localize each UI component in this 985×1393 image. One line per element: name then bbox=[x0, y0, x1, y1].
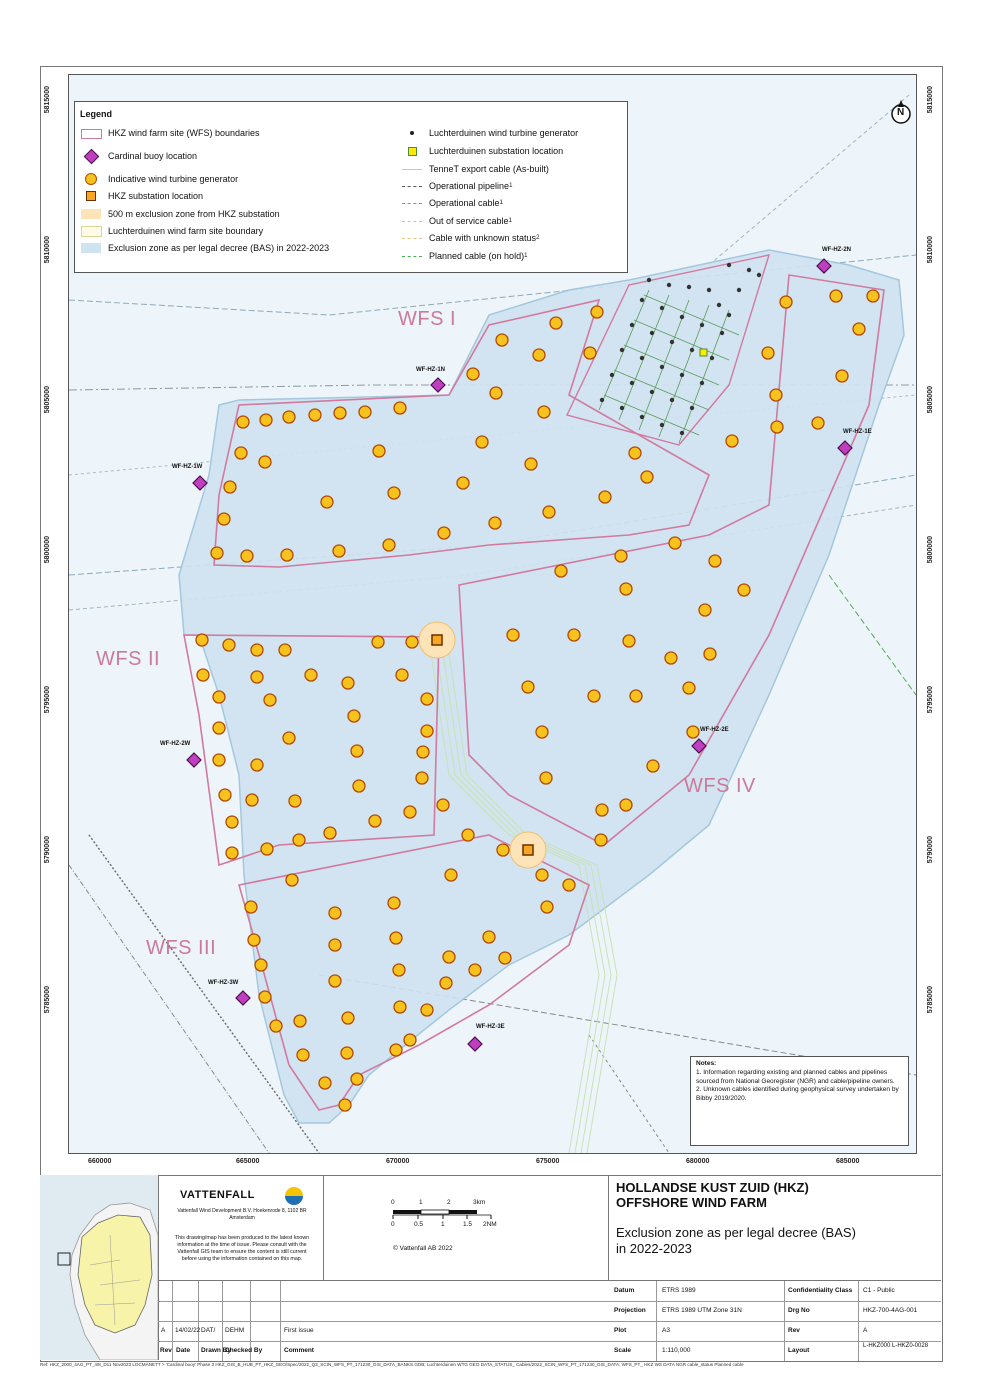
notes-line: 1. Information regarding existing and planned cables and pipelines sourced from National Georegister (NGR) and cable/pipeline owners. bbox=[696, 1068, 895, 1085]
brand-disclaimer: This drawing/map has been produced to the latest known information at the time of issue. Please consult with the Vattenfall GIS team to ensure the content is still current before using the information contained on this map. bbox=[174, 1235, 310, 1262]
bottom-tick: 685000 bbox=[836, 1158, 860, 1165]
meta-label: Rev bbox=[788, 1327, 800, 1334]
left-tick: 5795000 bbox=[44, 686, 51, 714]
meta-value: C1 - Public bbox=[863, 1287, 895, 1294]
bottom-tick: 680000 bbox=[686, 1158, 710, 1165]
right-tick: 5805000 bbox=[927, 386, 934, 414]
project-title-line2: OFFSHORE WIND FARM bbox=[616, 1194, 767, 1210]
scale-nm-tick: 0 bbox=[391, 1221, 395, 1228]
legend-item: Exclusion zone as per legal decree (BAS) in 2022-2023 bbox=[80, 241, 329, 255]
revision-cell: DAT/ bbox=[201, 1327, 216, 1334]
scale-bar-panel bbox=[323, 1175, 609, 1280]
meta-label: Drg No bbox=[788, 1307, 810, 1314]
north-arrow-icon bbox=[889, 98, 913, 128]
site-label-wfs-i: WFS I bbox=[398, 308, 457, 330]
left-tick: 5805000 bbox=[44, 386, 51, 414]
buoy-label: WF-HZ-3E bbox=[476, 1024, 505, 1030]
meta-value: HKZ-700-4AG-001 bbox=[863, 1307, 918, 1314]
legend-item: 500 m exclusion zone from HKZ substation bbox=[80, 207, 280, 221]
revision-cell: A bbox=[161, 1327, 166, 1334]
legend-item: Luchterduinen wind farm site boundary bbox=[80, 224, 263, 238]
location-inset-map bbox=[40, 1175, 159, 1360]
legend-item: Cable with unknown status 2 bbox=[401, 231, 539, 245]
right-tick: 5790000 bbox=[927, 836, 934, 864]
meta-value: A bbox=[863, 1327, 868, 1334]
right-tick: 5785000 bbox=[927, 986, 934, 1014]
revision-cell: First issue bbox=[284, 1327, 314, 1334]
revision-cell: 14/02/22 bbox=[175, 1327, 201, 1334]
scale-km-tick: 1 bbox=[419, 1199, 423, 1206]
left-tick: 5785000 bbox=[44, 986, 51, 1014]
site-label-wfs-ii: WFS II bbox=[96, 648, 161, 670]
revision-header: Date bbox=[176, 1347, 191, 1354]
bottom-tick: 665000 bbox=[236, 1158, 260, 1165]
legend-item: Operational pipeline 1 bbox=[401, 179, 512, 193]
meta-label: Layout bbox=[788, 1347, 810, 1354]
buoy-label: WF-HZ-2N bbox=[822, 247, 851, 253]
cable-line bbox=[709, 95, 909, 265]
brand-address: Vattenfall Wind Development B.V. Hoekenrode 8, 1102 BR Amsterdam bbox=[177, 1208, 307, 1221]
brand-name: VATTENFALL bbox=[180, 1189, 255, 1201]
export-cable-line-icon bbox=[401, 163, 423, 175]
meta-label: Confidentiality Class bbox=[788, 1287, 853, 1294]
legend-item: Planned cable (on hold) 1 bbox=[401, 249, 527, 263]
scale-km-tick: 2 bbox=[447, 1199, 451, 1206]
legend-title: Legend bbox=[80, 109, 113, 119]
left-tick: 5800000 bbox=[44, 536, 51, 564]
project-subtitle-line1: Exclusion zone as per legal decree (BAS) bbox=[616, 1225, 856, 1240]
meta-value: A3 bbox=[662, 1327, 670, 1334]
buoy-label: WF-HZ-2E bbox=[700, 727, 729, 733]
legend-item: HKZ wind farm site (WFS) boundaries bbox=[80, 126, 260, 140]
north-label: N bbox=[897, 107, 905, 118]
site-label-wfs-iii: WFS III bbox=[146, 937, 217, 959]
scale-nm-tick: 0.5 bbox=[414, 1221, 424, 1228]
meta-value: 1:110,000 bbox=[662, 1347, 691, 1354]
planned-cable-line bbox=[829, 575, 916, 695]
turbine-circle-icon bbox=[80, 173, 102, 185]
reference-footer: Ref: HKZ_2000_4AG_PT_49I_D11 Nov2023 LOCMANETT > 'Cardinal buoy' Phase 3 HKZ_GIS_B_HUB_PT_HKZ_GEO/Spec/2022_Q3_SCIN_WFS_PT_171230_GIS_DATA_BANKS.GDB; Luchterduinen WTG GEO DATA_STATUS_ Cables/2022_SCIN_WFS_PT_171230_GIS_DATA; WFS_PT_ HKZ WS DATA NGR cable_status Planned cable bbox=[40, 1362, 744, 1367]
hkz-substation bbox=[432, 635, 442, 645]
right-tick: 5795000 bbox=[927, 686, 934, 714]
scale-nm-tick: 2NM bbox=[483, 1221, 497, 1228]
buoy-label: WF-HZ-1W bbox=[172, 464, 203, 470]
legend-item: HKZ substation location bbox=[80, 189, 203, 203]
scale-km-tick: 0 bbox=[391, 1199, 395, 1206]
meta-value: L-HKZ000 L-HKZ0-0028 bbox=[863, 1343, 929, 1349]
metadata-table bbox=[608, 1280, 941, 1361]
meta-label: Datum bbox=[614, 1287, 635, 1294]
brand-panel bbox=[158, 1175, 324, 1280]
buoy-label: WF-HZ-1E bbox=[843, 429, 872, 435]
meta-value: ETRS 1989 bbox=[662, 1287, 696, 1294]
revision-header: Rev bbox=[160, 1347, 172, 1354]
legend-item: Cardinal buoy location bbox=[80, 149, 197, 163]
luchterduinen-substation bbox=[700, 349, 707, 356]
vattenfall-logo-icon bbox=[285, 1187, 303, 1205]
copyright: © Vattenfall AB 2022 bbox=[393, 1245, 453, 1252]
operational-cable-line-icon bbox=[401, 197, 423, 209]
meta-label: Plot bbox=[614, 1327, 627, 1334]
luchterduinen-boundary-swatch-icon bbox=[80, 225, 102, 237]
revision-cell: DEHM bbox=[225, 1327, 245, 1334]
substation-exclusion-swatch-icon bbox=[80, 208, 102, 220]
out-of-service-cable-line-icon bbox=[401, 215, 423, 227]
meta-label: Scale bbox=[614, 1347, 631, 1354]
pipeline-line bbox=[69, 865, 269, 1153]
legend-item: TenneT export cable (As-built) bbox=[401, 162, 549, 176]
buoy-diamond-icon bbox=[80, 150, 102, 162]
luchterduinen-substation-icon bbox=[401, 145, 423, 157]
scale-nm-tick: 1 bbox=[441, 1221, 445, 1228]
left-tick: 5815000 bbox=[44, 86, 51, 114]
notes-line: 2. Unknown cables identified during geophysical survey undertaken by Bibby 2019/2020. bbox=[696, 1086, 899, 1103]
cable-line bbox=[589, 1035, 669, 1153]
substation-square-icon bbox=[80, 190, 102, 202]
revision-header: Comment bbox=[284, 1347, 314, 1354]
bottom-tick: 675000 bbox=[536, 1158, 560, 1165]
right-tick: 5810000 bbox=[927, 236, 934, 264]
unknown-cable-line-icon bbox=[401, 232, 423, 244]
legend-item: Operational cable 1 bbox=[401, 196, 503, 210]
legend-item: Indicative wind turbine generator bbox=[80, 172, 238, 186]
buoy-label: WF-HZ-1N bbox=[416, 367, 445, 373]
project-title-panel bbox=[608, 1175, 941, 1280]
hkz-substation bbox=[523, 845, 533, 855]
revision-table bbox=[158, 1280, 608, 1361]
exclusion-zone-swatch-icon bbox=[80, 242, 102, 254]
bottom-tick: 660000 bbox=[88, 1158, 112, 1165]
notes-title: Notes: bbox=[696, 1060, 717, 1067]
notes-box bbox=[690, 1056, 909, 1146]
site-label-wfs-iv: WFS IV bbox=[684, 775, 756, 797]
revision-header: Checked By bbox=[225, 1347, 263, 1354]
legend bbox=[74, 101, 628, 273]
luchterduinen-turbine-dot-icon bbox=[401, 127, 423, 139]
legend-item: Luchterduinen wind turbine generator bbox=[401, 126, 578, 140]
pipeline-line-icon bbox=[401, 180, 423, 192]
planned-cable-line-icon bbox=[401, 250, 423, 262]
project-subtitle-line2: in 2022-2023 bbox=[616, 1240, 692, 1256]
scale-km-tick: 3km bbox=[473, 1199, 486, 1206]
legend-item: Out of service cable 1 bbox=[401, 214, 512, 228]
right-tick: 5800000 bbox=[927, 536, 934, 564]
left-tick: 5810000 bbox=[44, 236, 51, 264]
meta-value: ETRS 1989 UTM Zone 31N bbox=[662, 1307, 742, 1314]
scale-bar-icon bbox=[323, 1175, 608, 1245]
exclusion-zone bbox=[179, 250, 904, 1123]
legend-item: Luchterduinen substation location bbox=[401, 144, 563, 158]
right-tick: 5815000 bbox=[927, 86, 934, 114]
wfs-boundary-swatch-icon bbox=[80, 127, 102, 139]
scale-nm-tick: 1.5 bbox=[463, 1221, 473, 1228]
buoy-label: WF-HZ-2W bbox=[160, 741, 191, 747]
buoy-label: WF-HZ-3W bbox=[208, 980, 239, 986]
left-tick: 5790000 bbox=[44, 836, 51, 864]
meta-label: Projection bbox=[614, 1307, 646, 1314]
project-title-line1: HOLLANDSE KUST ZUID (HKZ) bbox=[616, 1180, 809, 1195]
revision-header: Drawn By bbox=[201, 1347, 231, 1354]
bottom-tick: 670000 bbox=[386, 1158, 410, 1165]
